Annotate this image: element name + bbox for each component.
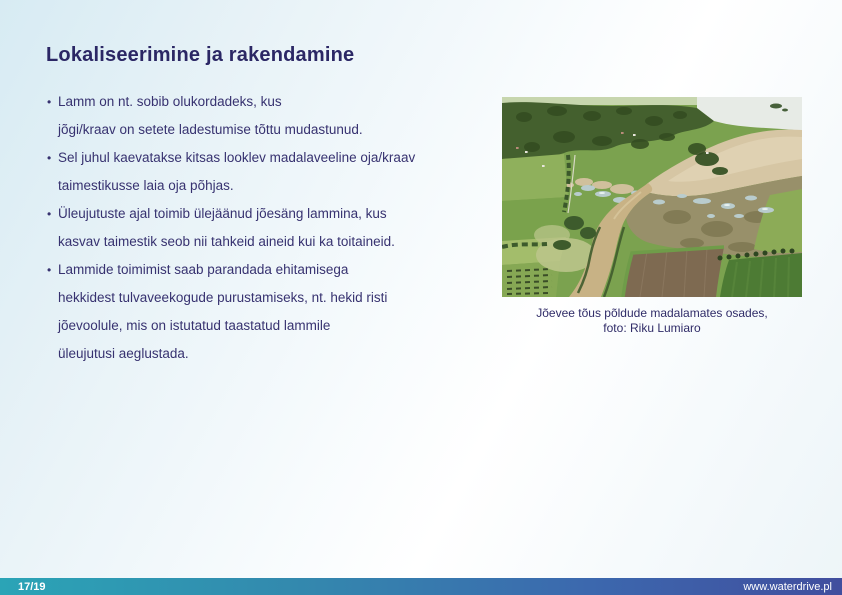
photo-caption-line1: Jõevee tõus põldude madalamates osades,	[536, 306, 768, 320]
photo-caption	[502, 306, 802, 336]
bullet-item	[47, 88, 477, 144]
bullet-item	[47, 256, 477, 368]
bullet-list	[47, 88, 477, 368]
bullet-text-line: Üleujutuste ajal toimib ülejäänud jõesäng lammina, kus	[58, 206, 387, 221]
website-link[interactable]: www.waterdrive.pl	[743, 580, 832, 593]
bullet-marker: •	[47, 207, 52, 221]
aerial-photo	[502, 97, 802, 297]
bullet-marker: •	[47, 95, 52, 109]
bullet-text-line: Sel juhul kaevatakse kitsas looklev madalaveeline oja/kraav	[58, 150, 416, 165]
bullet-item	[47, 200, 477, 256]
footer-bar	[0, 578, 842, 595]
photo-caption-line2: foto: Riku Lumiaro	[603, 321, 701, 335]
bullet-text-line: jõgi/kraav on setete ladestumise tõttu mudastunud.	[58, 122, 363, 137]
photo-figure	[502, 97, 802, 336]
bullet-marker: •	[47, 151, 52, 165]
bullet-text-line: Lammide toimimist saab parandada ehitamisega	[58, 262, 349, 277]
aerial-photo-illustration	[502, 97, 802, 297]
bullet-marker: •	[47, 263, 52, 277]
bullet-text-line: kasvav taimestik seob nii tahkeid aineid kui ka toitaineid.	[58, 234, 395, 249]
bullet-text-line: üleujutusi aeglustada.	[58, 346, 189, 361]
bullet-text-line: Lamm on nt. sobib olukordadeks, kus	[58, 94, 282, 109]
bullet-text-line: taimestikusse laia oja põhjas.	[58, 178, 234, 193]
bullet-text-line: jõevoolule, mis on istutatud taastatud lammile	[58, 318, 331, 333]
page-number: 17/19	[18, 580, 46, 593]
bullet-text-line: hekkidest tulvaveekogude purustamiseks, nt. hekid risti	[58, 290, 388, 305]
page-title: Lokaliseerimine ja rakendamine	[46, 44, 355, 66]
bullet-item	[47, 144, 477, 200]
